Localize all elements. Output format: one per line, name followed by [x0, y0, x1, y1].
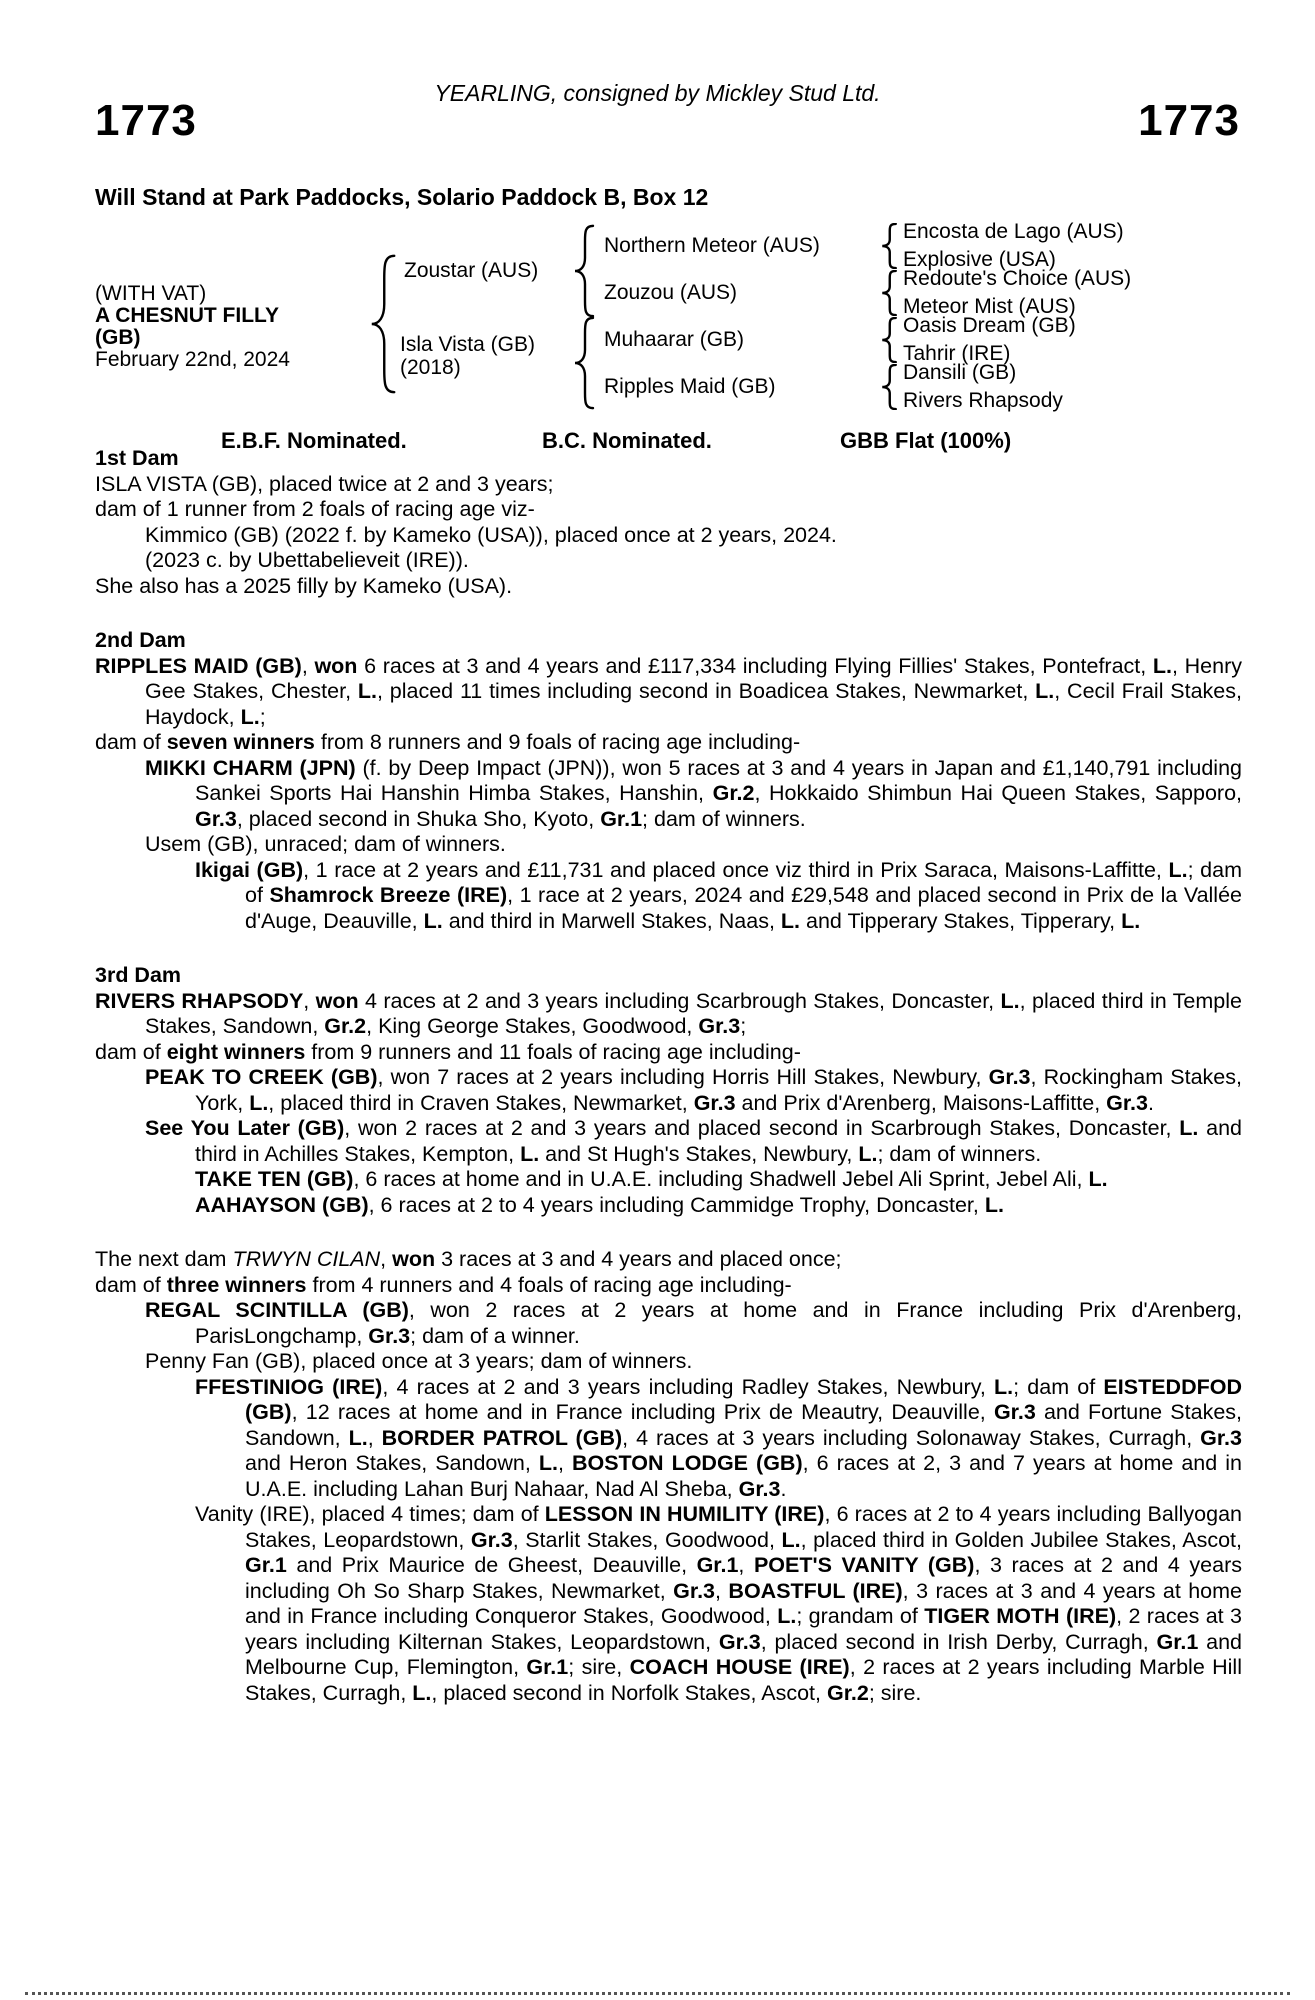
- page-bottom-divider: [25, 1992, 1290, 1995]
- pedigree-paragraph: See You Later (GB), won 2 races at 2 and 3 years and placed second in Scarbrough Stakes, Doncaster, L. and third in Achilles Stakes, Kempton, L. and St Hugh's Stakes, Newbury, L.; dam of winners.: [145, 1116, 1242, 1166]
- pedigree-dam-year: (2018): [400, 356, 461, 379]
- pedigree-sire-dam: Zouzou (AUS): [604, 281, 738, 304]
- subject-foaling-date: February 22nd, 2024: [95, 348, 290, 371]
- ebf-nomination: E.B.F. Nominated.: [221, 428, 407, 453]
- pedigree-paragraph: PEAK TO CREEK (GB), won 7 races at 2 years including Horris Hill Stakes, Newbury, Gr.3, Rockingham Stakes, York, L., placed third in Craven Stakes, Newmarket, Gr.3 and Prix d'Arenberg, Maisons-Laffitte, Gr.3.: [145, 1065, 1242, 1115]
- pedigree-paragraph: TAKE TEN (GB), 6 races at home and in U.A.E. including Shadwell Jebel Ali Sprint, Jebel Ali, L.: [195, 1167, 1108, 1191]
- pedigree-gen4-1: Encosta de Lago (AUS): [903, 220, 1124, 243]
- pedigree-paragraph: dam of eight winners from 9 runners and 11 foals of racing age including-: [95, 1039, 801, 1064]
- pedigree-paragraph: Penny Fan (GB), placed once at 3 years; dam of winners.: [145, 1349, 693, 1373]
- subject-name: A CHESNUT FILLY: [95, 304, 279, 327]
- pedigree-gen4-3: Redoute's Choice (AUS): [903, 267, 1132, 290]
- pedigree-paragraph: Usem (GB), unraced; dam of winners.: [145, 832, 506, 856]
- pedigree-gen4-4: Meteor Mist (AUS): [903, 295, 1076, 318]
- pedigree-paragraph: REGAL SCINTILLA (GB), won 2 races at 2 years at home and in France including Prix d'Arenberg, ParisLongchamp, Gr.3; dam of a winner.: [145, 1298, 1242, 1348]
- bc-nomination: B.C. Nominated.: [542, 428, 712, 453]
- section-heading-2nd-dam: 2nd Dam: [95, 628, 186, 652]
- pedigree-paragraph: RIPPLES MAID (GB), won 6 races at 3 and 4 years and £117,334 including Flying Fillies' Stakes, Pontefract, L., Henry Gee Stakes, Chester, L., placed 11 times including second in Boadicea Stakes, Newmarket, L., Cecil Frail Stakes, Haydock, L.;: [95, 653, 1242, 729]
- section-2nd-dam: [95, 628, 1242, 934]
- pedigree-gen4-7: Dansili (GB): [903, 361, 1017, 384]
- lot-number-left: 1773: [95, 96, 197, 145]
- brace-subject-parents: [368, 253, 398, 395]
- pedigree-paragraph: AAHAYSON (GB), 6 races at 2 to 4 years including Cammidge Trophy, Doncaster, L.: [195, 1192, 1004, 1217]
- pedigree-paragraph: Kimmico (GB) (2022 f. by Kameko (USA)), placed once at 2 years, 2024.: [145, 522, 837, 547]
- pedigree-dam-sire: Muhaarar (GB): [604, 328, 745, 351]
- stand-location: Will Stand at Park Paddocks, Solario Paddock B, Box 12: [95, 184, 709, 210]
- section-heading-1st-dam: 1st Dam: [95, 446, 179, 470]
- pedigree-gen4-8: Rivers Rhapsody: [903, 389, 1063, 412]
- pedigree-gen4-2: Explosive (USA): [903, 248, 1056, 271]
- section-heading-3rd-dam: 3rd Dam: [95, 963, 182, 987]
- pedigree-paragraph: ISLA VISTA (GB), placed twice at 2 and 3 years;: [95, 471, 554, 496]
- section-next-dam: [95, 1247, 1242, 1706]
- pedigree-paragraph: The next dam TRWYN CILAN, won 3 races at 3 and 4 years and placed once;: [95, 1247, 842, 1271]
- pedigree-paragraph: dam of seven winners from 8 runners and 9 foals of racing age including-: [95, 730, 801, 754]
- brace-gen4-pair-1: [880, 223, 898, 269]
- pedigree-paragraph: MIKKI CHARM (JPN) (f. by Deep Impact (JPN)), won 5 races at 3 and 4 years in Japan and £1,140,791 including Sankei Sports Hai Hanshin Himba Stakes, Hanshin, Gr.2, Hokkaido Shimbun Hai Queen Stakes, Sapporo, Gr.3, placed second in Shuka Sho, Kyoto, Gr.1; dam of winners.: [145, 755, 1242, 831]
- brace-gen4-pair-3: [880, 317, 898, 363]
- pedigree-paragraph: dam of three winners from 4 runners and 4 foals of racing age including-: [95, 1272, 792, 1297]
- pedigree-paragraph: FFESTINIOG (IRE), 4 races at 2 and 3 years including Radley Stakes, Newbury, L.; dam of EISTEDDFOD (GB), 12 races at home and in France including Prix de Meautry, Deauville, Gr.3 and Fortune Stakes, Sandown, L., BORDER PATROL (GB), 4 races at 3 years including Solonaway Stakes, Curragh, Gr.3 and Heron Stakes, Sandown, L., BOSTON LODGE (GB), 6 races at 2, 3 and 7 years at home and in U.A.E. including Lahan Burj Nahaar, Nad Al Sheba, Gr.3.: [195, 1374, 1243, 1501]
- brace-sire-parents: [572, 224, 596, 318]
- lot-number-right: 1773: [1138, 96, 1240, 145]
- pedigree-dam: Isla Vista (GB): [400, 333, 535, 356]
- brace-gen4-pair-4: [880, 364, 898, 410]
- pedigree-gen4-6: Tahrir (IRE): [903, 342, 1011, 365]
- pedigree-paragraph: dam of 1 runner from 2 foals of racing age viz-: [95, 497, 535, 521]
- pedigree-paragraph: Ikigai (GB), 1 race at 2 years and £11,731 and placed once viz third in Prix Saraca, Maisons-Laffitte, L.; dam of Shamrock Breeze (IRE), 1 race at 2 years, 2024 and £29,548 and placed second in Prix de la Vallée d'Auge, Deauville, L. and third in Marwell Stakes, Naas, L. and Tipperary Stakes, Tipperary, L.: [195, 857, 1242, 933]
- pedigree-dam-dam: Ripples Maid (GB): [604, 375, 776, 398]
- consignment-line: YEARLING, consigned by Mickley Stud Ltd.: [434, 80, 881, 106]
- catalogue-body: [95, 446, 1242, 1706]
- pedigree-gen4-5: Oasis Dream (GB): [903, 314, 1076, 337]
- vat-note: (WITH VAT): [95, 282, 207, 305]
- brace-gen4-pair-2: [880, 270, 898, 316]
- section-3rd-dam: [95, 963, 1242, 1218]
- pedigree-sire-sire: Northern Meteor (AUS): [604, 234, 820, 257]
- brace-dam-parents: [572, 316, 596, 410]
- subject-country: (GB): [95, 326, 141, 349]
- section-1st-dam: [95, 446, 1242, 599]
- pedigree-paragraph: Vanity (IRE), placed 4 times; dam of LESSON IN HUMILITY (IRE), 6 races at 2 to 4 years including Ballyogan Stakes, Leopardstown, Gr.3, Starlit Stakes, Goodwood, L., placed third in Golden Jubilee Stakes, Ascot, Gr.1 and Prix Maurice de Gheest, Deauville, Gr.1, POET'S VANITY (GB), 3 races at 2 and 4 years including Oh So Sharp Stakes, Newmarket, Gr.3, BOASTFUL (IRE), 3 races at 3 and 4 years at home and in France including Conqueror Stakes, Goodwood, L.; grandam of TIGER MOTH (IRE), 2 races at 3 years including Kilternan Stakes, Leopardstown, Gr.3, placed second in Irish Derby, Curragh, Gr.1 and Melbourne Cup, Flemington, Gr.1; sire, COACH HOUSE (IRE), 2 races at 2 years including Marble Hill Stakes, Curragh, L., placed second in Norfolk Stakes, Ascot, Gr.2; sire.: [195, 1502, 1243, 1705]
- pedigree-paragraph: (2023 c. by Ubettabelieveit (IRE)).: [145, 548, 469, 572]
- pedigree-paragraph: She also has a 2025 filly by Kameko (USA).: [95, 573, 513, 598]
- gbb-nomination: GBB Flat (100%): [840, 428, 1012, 453]
- pedigree-paragraph: RIVERS RHAPSODY, won 4 races at 2 and 3 years including Scarbrough Stakes, Doncaster, L., placed third in Temple Stakes, Sandown, Gr.2, King George Stakes, Goodwood, Gr.3;: [95, 988, 1242, 1038]
- pedigree-sire: Zoustar (AUS): [404, 259, 539, 282]
